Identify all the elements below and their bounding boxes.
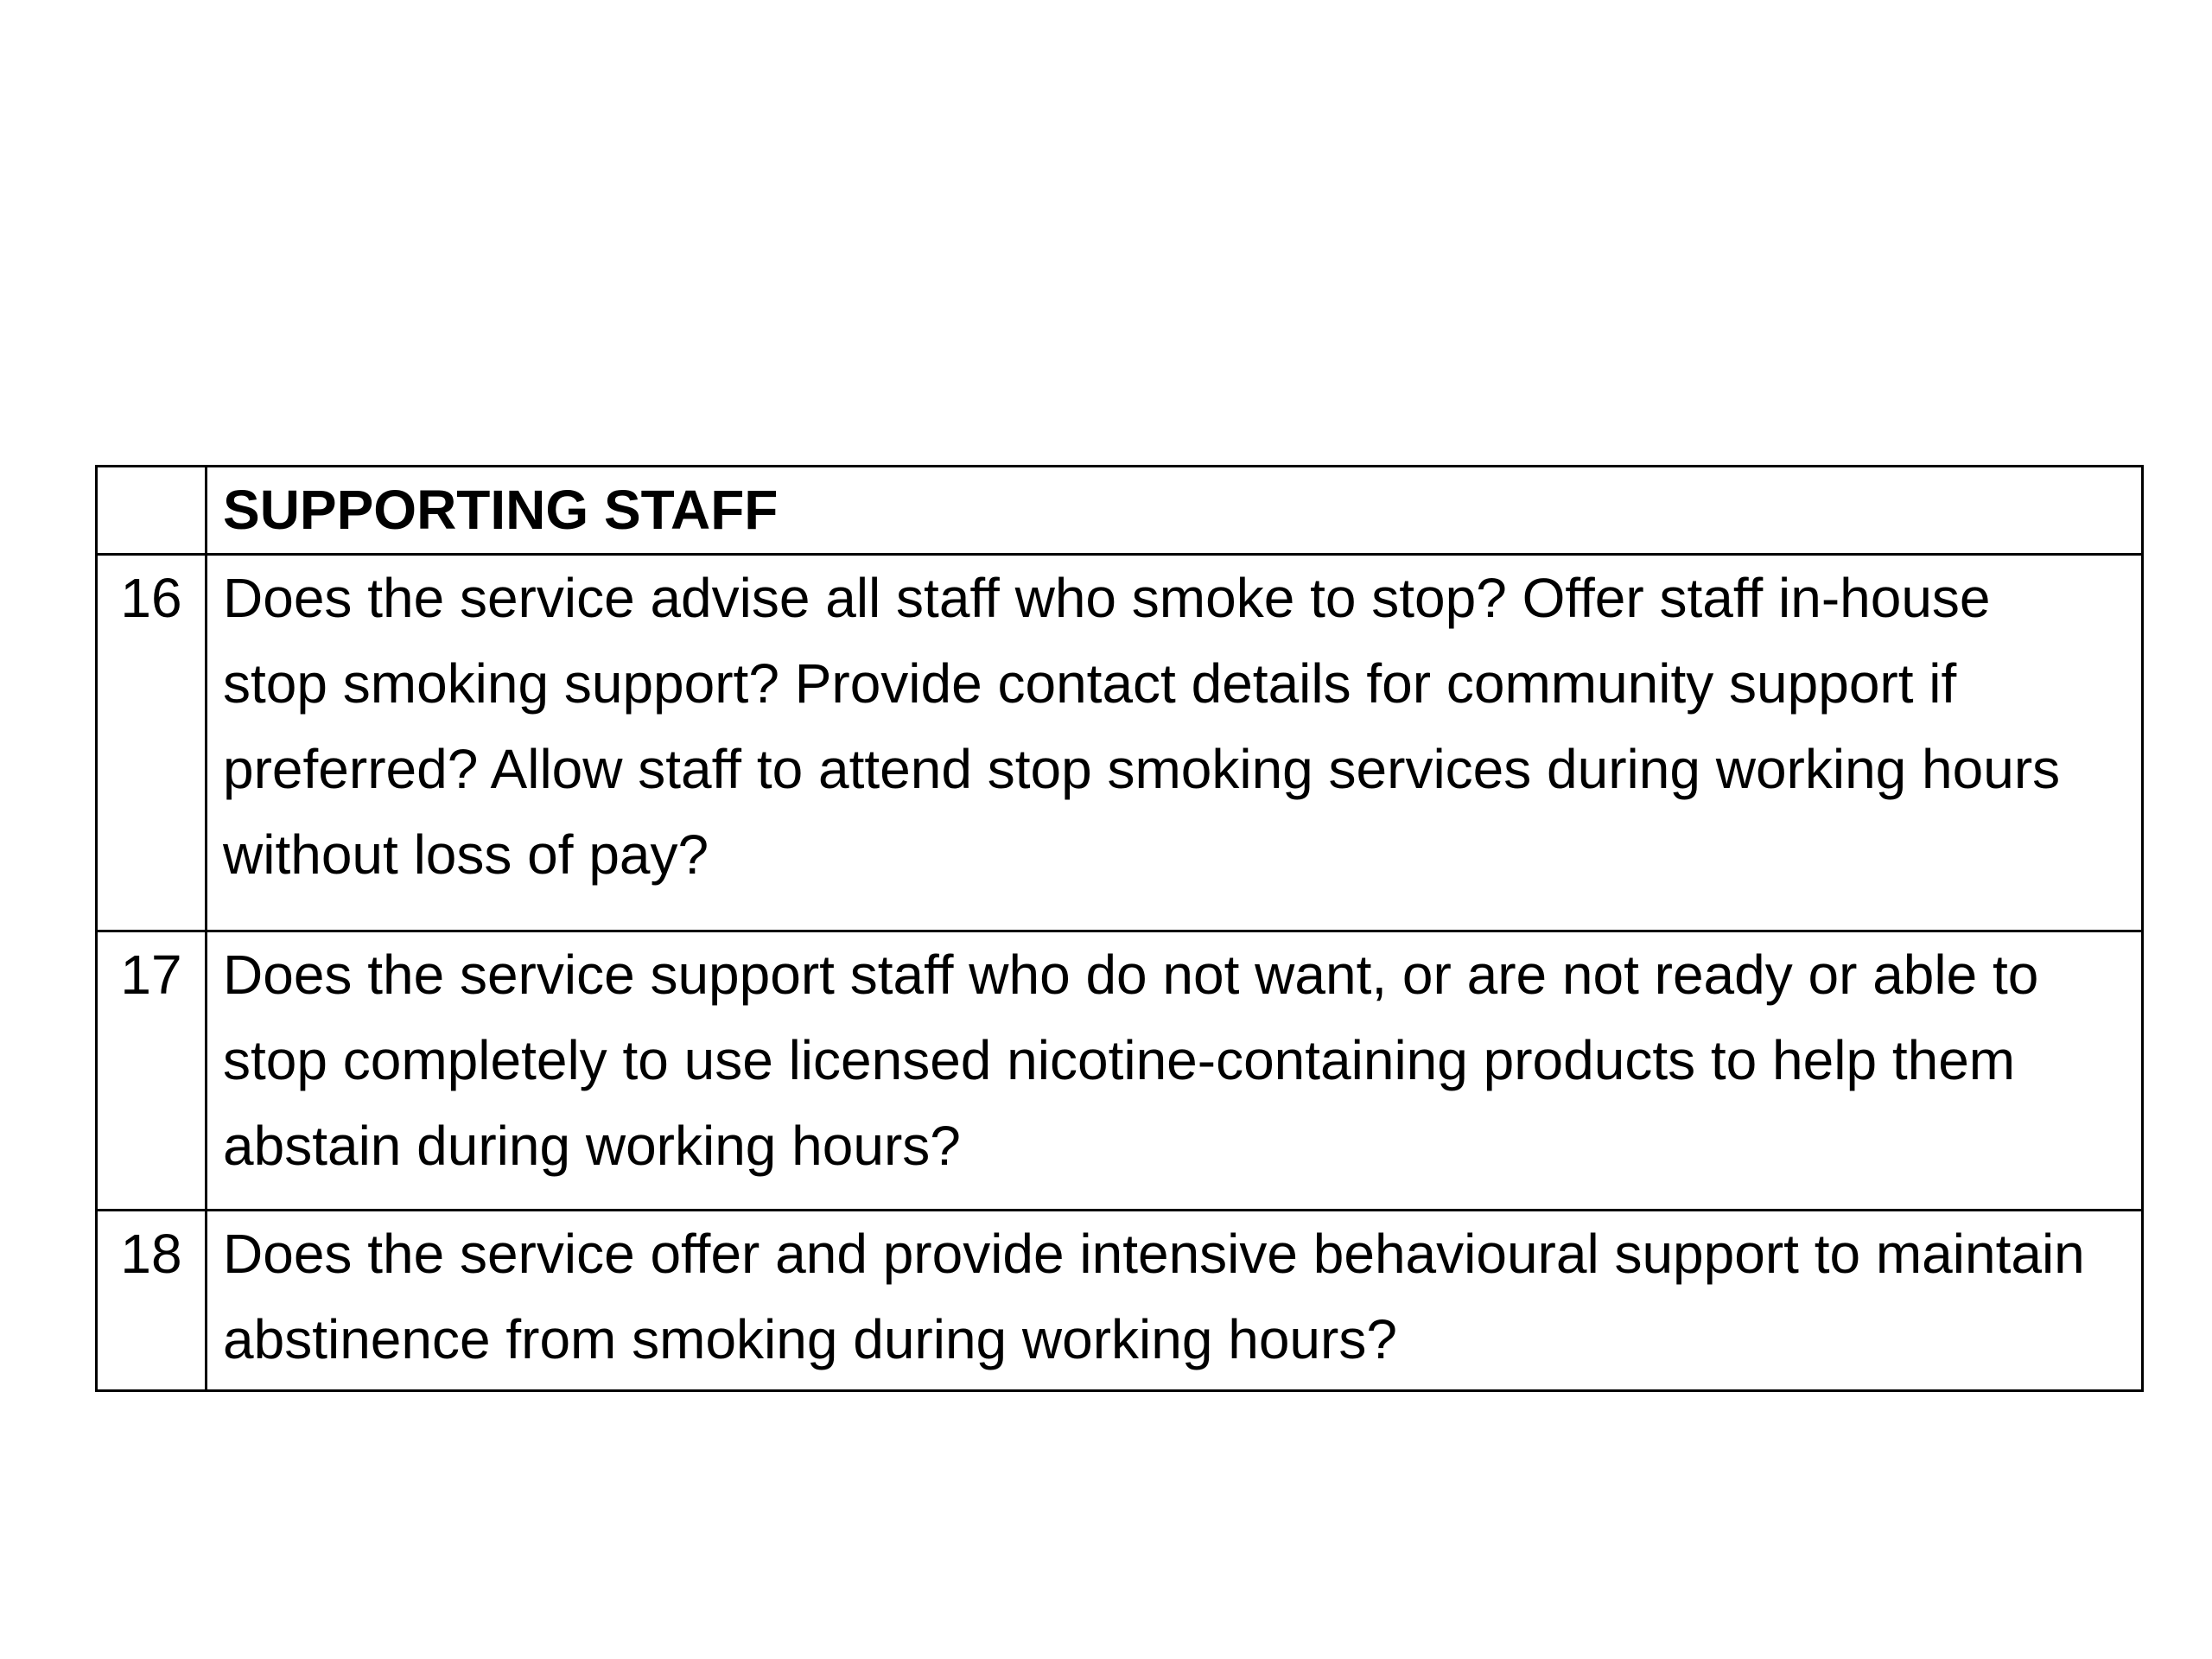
section-title: SUPPORTING STAFF [207, 467, 2143, 555]
item-question: Does the service advise all staff who smoke to stop? Offer staff in-house stop smoking support? Provide contact details for community support if preferred? Allow staff to attend stop smoking services during working hours without loss of pay? [207, 555, 2143, 931]
table-row [97, 555, 2143, 931]
supporting-staff-table [95, 465, 2144, 1392]
section-header-row [97, 467, 2143, 555]
table-row [97, 1211, 2143, 1391]
item-question: Does the service offer and provide intensive behavioural support to maintain abstinence from smoking during working hours? [207, 1211, 2143, 1391]
item-number: 18 [97, 1211, 207, 1391]
item-number: 16 [97, 555, 207, 931]
section-number-cell [97, 467, 207, 555]
item-number: 17 [97, 931, 207, 1211]
item-question: Does the service support staff who do not want, or are not ready or able to stop completely to use licensed nicotine-containing products to help them abstain during working hours? [207, 931, 2143, 1211]
table-row [97, 931, 2143, 1211]
checklist-table-container [95, 465, 2144, 1392]
